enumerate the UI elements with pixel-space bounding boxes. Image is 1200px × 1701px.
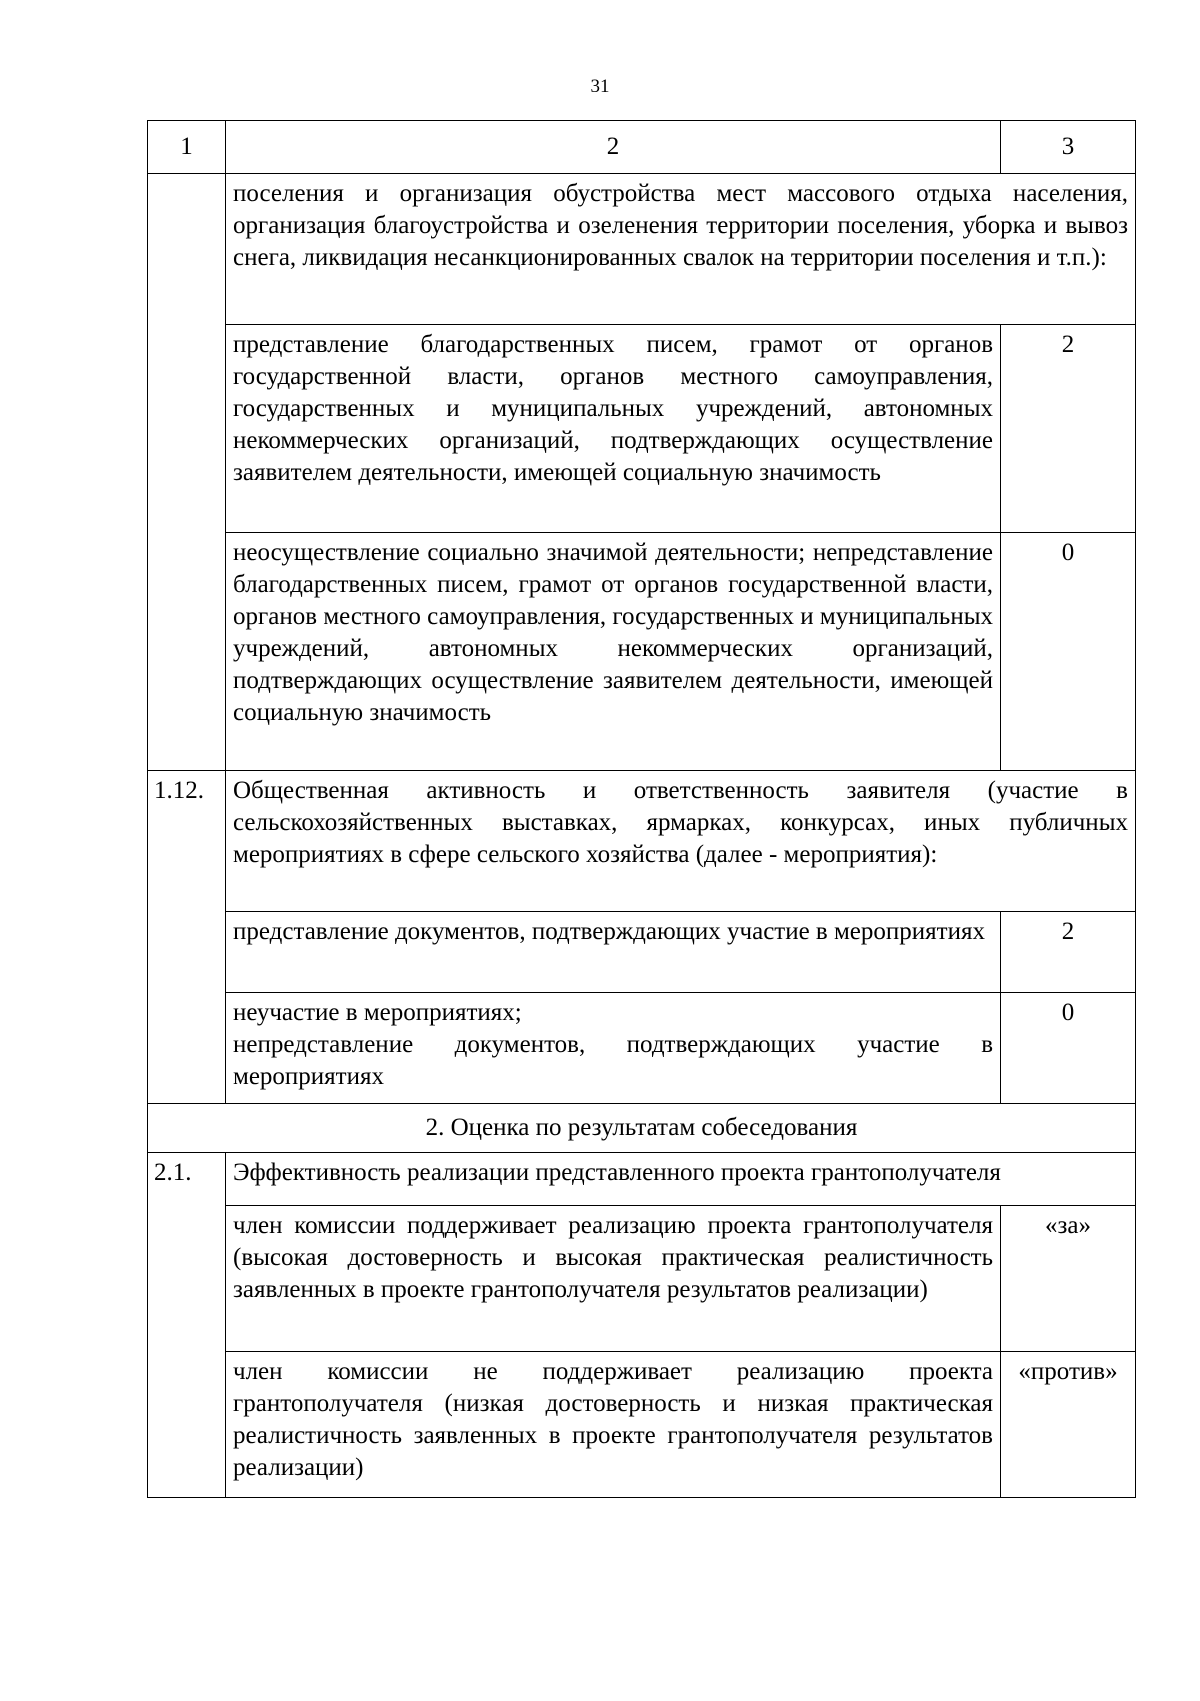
criterion-text: неосуществление социально значимой деятельности; непредставление благодарственных писем, грамот от органов государственной власти, органов местного самоуправления, государственных и муниципальных учреждений, автономных некоммерческих организаций, подтверждающих осуществление заявителем деятельности, имеющей социальную значимость (226, 532, 1001, 771)
table-row (148, 1153, 1136, 1206)
row-number: 2.1. (148, 1153, 226, 1206)
criterion-text: представление документов, подтверждающих участие в мероприятиях (226, 912, 1001, 993)
criterion-title: Общественная активность и ответственность заявителя (участие в сельскохозяйственных выставках, ярмарках, конкурсах, иных публичных мероприятиях в сфере сельского хозяйства (далее - мероприятия): (226, 771, 1136, 912)
row-number-empty (148, 1206, 226, 1352)
criterion-score: 2 (1001, 324, 1136, 532)
table-row (148, 912, 1136, 993)
table-row (148, 324, 1136, 532)
row-number-empty (148, 324, 226, 532)
header-col-3: 3 (1001, 121, 1136, 174)
row-number: 1.12. (148, 771, 226, 912)
criterion-text: член комиссии не поддерживает реализацию проекта грантополучателя (низкая достоверность и низкая практическая реалистичность заявленных в проекте грантополучателя результатов реализации) (226, 1352, 1001, 1498)
table-row (148, 1352, 1136, 1498)
header-col-1: 1 (148, 121, 226, 174)
criterion-score: «за» (1001, 1206, 1136, 1352)
page-number: 31 (590, 76, 610, 97)
table-row (148, 174, 1136, 325)
criterion-text: поселения и организация обустройства мест массового отдыха населения, организация благоустройства и озеленения территории поселения, уборка и вывоз снега, ликвидация несанкционированных свалок на территории поселения и т.п.): (226, 174, 1136, 325)
table-header-row (148, 121, 1136, 174)
criterion-text: представление благодарственных писем, грамот от органов государственной власти, органов местного самоуправления, государственных и муниципальных учреждений, автономных некоммерческих организаций, подтверждающих осуществление заявителем деятельности, имеющей социальную значимость (226, 324, 1001, 532)
criteria-table (147, 120, 1136, 1498)
criterion-score: «против» (1001, 1352, 1136, 1498)
criterion-score: 0 (1001, 993, 1136, 1104)
criterion-text: член комиссии поддерживает реализацию проекта грантополучателя (высокая достоверность и высокая практическая реалистичность заявленных в проекте грантополучателя результатов реализации) (226, 1206, 1001, 1352)
row-number-empty (148, 1352, 226, 1498)
criterion-title: Эффективность реализации представленного проекта грантополучателя (226, 1153, 1136, 1206)
criterion-score: 0 (1001, 532, 1136, 771)
criterion-score: 2 (1001, 912, 1136, 993)
section-title: 2. Оценка по результатам собеседования (148, 1104, 1136, 1153)
criterion-text-line: непредставление документов, подтверждающих участие в мероприятиях (233, 1031, 993, 1090)
table-row (148, 532, 1136, 771)
table-row (148, 771, 1136, 912)
row-number-empty (148, 174, 226, 325)
criterion-text (226, 993, 1001, 1104)
section-row (148, 1104, 1136, 1153)
row-number-empty (148, 532, 226, 771)
criterion-text-line: неучастие в мероприятиях; (233, 999, 522, 1026)
header-col-2: 2 (226, 121, 1001, 174)
row-number-empty (148, 912, 226, 993)
table-row (148, 993, 1136, 1104)
table-row (148, 1206, 1136, 1352)
row-number-empty (148, 993, 226, 1104)
